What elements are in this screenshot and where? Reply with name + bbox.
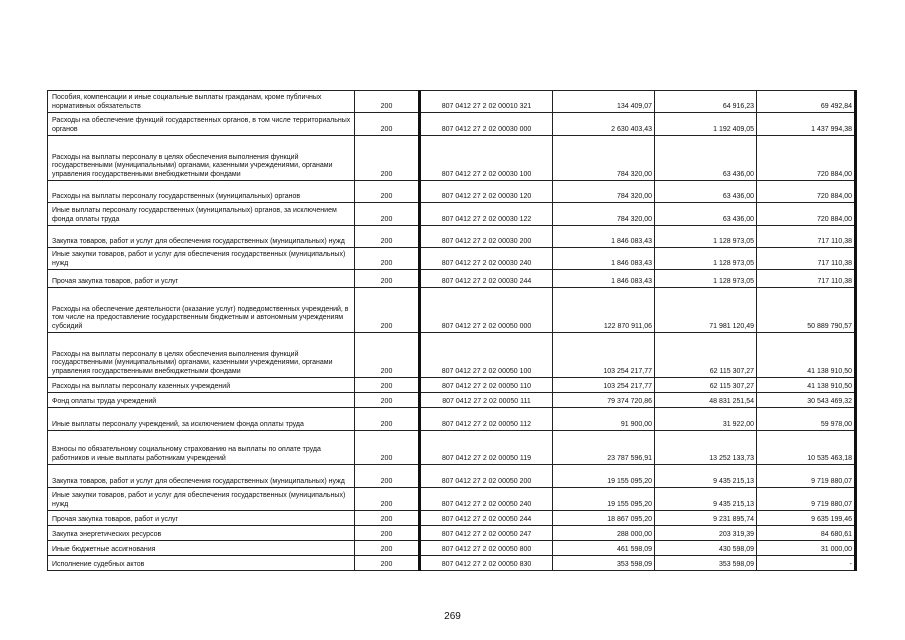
table-row xyxy=(48,541,856,556)
table-row xyxy=(48,203,856,226)
cell-approved: 353 598,09 xyxy=(553,556,655,571)
cell-unexecuted: 59 978,00 xyxy=(757,408,856,431)
cell-executed: 48 831 251,54 xyxy=(655,393,757,408)
cell-name: Иные закупки товаров, работ и услуг для обеспечения государственных (муниципальных) нужд xyxy=(48,248,355,270)
table-row xyxy=(48,91,856,113)
cell-approved: 2 630 403,43 xyxy=(553,113,655,136)
cell-unexecuted: 717 110,38 xyxy=(757,226,856,248)
cell-name: Фонд оплаты труда учреждений xyxy=(48,393,355,408)
cell-unexecuted: 717 110,38 xyxy=(757,248,856,270)
cell-admin-code: 200 xyxy=(355,431,420,465)
cell-budget-code: 807 0412 27 2 02 00050 247 xyxy=(420,526,553,541)
cell-budget-code: 807 0412 27 2 02 00050 100 xyxy=(420,333,553,378)
cell-budget-code: 807 0412 27 2 02 00050 240 xyxy=(420,488,553,511)
cell-name: Закупка товаров, работ и услуг для обеспечения государственных (муниципальных) нужд xyxy=(48,226,355,248)
cell-executed: 62 115 307,27 xyxy=(655,333,757,378)
cell-name: Закупка товаров, работ и услуг для обеспечения государственных (муниципальных) нужд xyxy=(48,465,355,488)
cell-name: Расходы на выплаты персоналу казенных учреждений xyxy=(48,378,355,393)
cell-approved: 19 155 095,20 xyxy=(553,465,655,488)
cell-executed: 62 115 307,27 xyxy=(655,378,757,393)
cell-budget-code: 807 0412 27 2 02 00030 244 xyxy=(420,270,553,288)
cell-admin-code: 200 xyxy=(355,556,420,571)
cell-admin-code: 200 xyxy=(355,288,420,333)
table-row xyxy=(48,511,856,526)
table-row xyxy=(48,226,856,248)
cell-name: Взносы по обязательному социальному страхованию на выплаты по оплате труда работников и иные выплаты работникам учреждений xyxy=(48,431,355,465)
table-row xyxy=(48,270,856,288)
cell-approved: 103 254 217,77 xyxy=(553,333,655,378)
cell-executed: 430 598,09 xyxy=(655,541,757,556)
cell-budget-code: 807 0412 27 2 02 00030 000 xyxy=(420,113,553,136)
cell-budget-code: 807 0412 27 2 02 00030 200 xyxy=(420,226,553,248)
cell-executed: 1 128 973,05 xyxy=(655,226,757,248)
cell-unexecuted: 41 138 910,50 xyxy=(757,378,856,393)
table-row xyxy=(48,288,856,333)
table-row xyxy=(48,393,856,408)
cell-admin-code: 200 xyxy=(355,248,420,270)
cell-budget-code: 807 0412 27 2 02 00050 111 xyxy=(420,393,553,408)
cell-executed: 9 435 215,13 xyxy=(655,465,757,488)
cell-approved: 784 320,00 xyxy=(553,203,655,226)
cell-name: Расходы на обеспечение деятельности (оказание услуг) подведомственных учреждений, в том числе на предоставление государственным бюджетным и автономным учреждениям субсидий xyxy=(48,288,355,333)
cell-name: Расходы на выплаты персоналу государственных (муниципальных) органов xyxy=(48,181,355,203)
cell-unexecuted: 50 889 790,57 xyxy=(757,288,856,333)
cell-budget-code: 807 0412 27 2 02 00050 000 xyxy=(420,288,553,333)
cell-approved: 23 787 596,91 xyxy=(553,431,655,465)
cell-unexecuted: 41 138 910,50 xyxy=(757,333,856,378)
cell-admin-code: 200 xyxy=(355,136,420,181)
cell-budget-code: 807 0412 27 2 02 00030 120 xyxy=(420,181,553,203)
cell-approved: 122 870 911,06 xyxy=(553,288,655,333)
cell-executed: 9 435 215,13 xyxy=(655,488,757,511)
cell-unexecuted: 69 492,84 xyxy=(757,91,856,113)
cell-budget-code: 807 0412 27 2 02 00030 240 xyxy=(420,248,553,270)
cell-approved: 91 900,00 xyxy=(553,408,655,431)
cell-name: Закупка энергетических ресурсов xyxy=(48,526,355,541)
table-row xyxy=(48,136,856,181)
cell-admin-code: 200 xyxy=(355,541,420,556)
cell-approved: 461 598,09 xyxy=(553,541,655,556)
cell-unexecuted: 31 000,00 xyxy=(757,541,856,556)
cell-budget-code: 807 0412 27 2 02 00030 100 xyxy=(420,136,553,181)
cell-executed: 1 128 973,05 xyxy=(655,248,757,270)
cell-budget-code: 807 0412 27 2 02 00050 110 xyxy=(420,378,553,393)
cell-name: Иные закупки товаров, работ и услуг для обеспечения государственных (муниципальных) нужд xyxy=(48,488,355,511)
page-number: 269 xyxy=(444,611,461,622)
cell-admin-code: 200 xyxy=(355,203,420,226)
cell-budget-code: 807 0412 27 2 02 00050 830 xyxy=(420,556,553,571)
cell-approved: 784 320,00 xyxy=(553,136,655,181)
table-row xyxy=(48,556,856,571)
cell-unexecuted: 720 884,00 xyxy=(757,203,856,226)
table-row xyxy=(48,181,856,203)
cell-executed: 63 436,00 xyxy=(655,203,757,226)
cell-unexecuted: 717 110,38 xyxy=(757,270,856,288)
table-row xyxy=(48,378,856,393)
cell-executed: 31 922,00 xyxy=(655,408,757,431)
cell-approved: 1 846 083,43 xyxy=(553,270,655,288)
cell-executed: 1 128 973,05 xyxy=(655,270,757,288)
cell-name: Расходы на выплаты персоналу в целях обеспечения выполнения функций государственными (муниципальными) органами, казенными учреждениями, органами управления государственными внебюджетными фондами xyxy=(48,333,355,378)
table-row xyxy=(48,526,856,541)
cell-unexecuted: 84 680,61 xyxy=(757,526,856,541)
cell-admin-code: 200 xyxy=(355,511,420,526)
table-body xyxy=(48,91,856,571)
cell-executed: 1 192 409,05 xyxy=(655,113,757,136)
cell-approved: 1 846 083,43 xyxy=(553,248,655,270)
cell-unexecuted: 10 535 463,18 xyxy=(757,431,856,465)
cell-admin-code: 200 xyxy=(355,226,420,248)
cell-approved: 288 000,00 xyxy=(553,526,655,541)
cell-admin-code: 200 xyxy=(355,378,420,393)
table-row xyxy=(48,333,856,378)
cell-name: Исполнение судебных актов xyxy=(48,556,355,571)
cell-approved: 103 254 217,77 xyxy=(553,378,655,393)
cell-budget-code: 807 0412 27 2 02 00050 119 xyxy=(420,431,553,465)
cell-admin-code: 200 xyxy=(355,91,420,113)
cell-approved: 784 320,00 xyxy=(553,181,655,203)
cell-name: Прочая закупка товаров, работ и услуг xyxy=(48,270,355,288)
cell-name: Расходы на обеспечение функций государственных органов, в том числе территориальных органов xyxy=(48,113,355,136)
cell-admin-code: 200 xyxy=(355,333,420,378)
cell-unexecuted: 720 884,00 xyxy=(757,136,856,181)
cell-budget-code: 807 0412 27 2 02 00030 122 xyxy=(420,203,553,226)
cell-approved: 19 155 095,20 xyxy=(553,488,655,511)
table-row xyxy=(48,113,856,136)
cell-unexecuted: 30 543 469,32 xyxy=(757,393,856,408)
cell-executed: 9 231 895,74 xyxy=(655,511,757,526)
table-row xyxy=(48,408,856,431)
cell-name: Прочая закупка товаров, работ и услуг xyxy=(48,511,355,526)
cell-admin-code: 200 xyxy=(355,465,420,488)
budget-table xyxy=(47,90,857,571)
cell-budget-code: 807 0412 27 2 02 00050 112 xyxy=(420,408,553,431)
cell-name: Расходы на выплаты персоналу в целях обеспечения выполнения функций государственными (муниципальными) органами, казенными учреждениями, органами управления государственными внебюджетными фондами xyxy=(48,136,355,181)
cell-executed: 353 598,09 xyxy=(655,556,757,571)
cell-name: Пособия, компенсации и иные социальные выплаты гражданам, кроме публичных нормативных обязательств xyxy=(48,91,355,113)
cell-budget-code: 807 0412 27 2 02 00050 200 xyxy=(420,465,553,488)
cell-approved: 18 867 095,20 xyxy=(553,511,655,526)
cell-executed: 63 436,00 xyxy=(655,181,757,203)
cell-budget-code: 807 0412 27 2 02 00050 244 xyxy=(420,511,553,526)
cell-admin-code: 200 xyxy=(355,393,420,408)
cell-name: Иные выплаты персоналу учреждений, за исключением фонда оплаты труда xyxy=(48,408,355,431)
table-row xyxy=(48,488,856,511)
cell-approved: 1 846 083,43 xyxy=(553,226,655,248)
cell-admin-code: 200 xyxy=(355,408,420,431)
cell-budget-code: 807 0412 27 2 02 00010 321 xyxy=(420,91,553,113)
cell-unexecuted: 9 719 880,07 xyxy=(757,465,856,488)
cell-approved: 134 409,07 xyxy=(553,91,655,113)
cell-unexecuted: 9 719 880,07 xyxy=(757,488,856,511)
table-row xyxy=(48,465,856,488)
cell-name: Иные выплаты персоналу государственных (муниципальных) органов, за исключением фонда оплаты труда xyxy=(48,203,355,226)
cell-unexecuted: 720 884,00 xyxy=(757,181,856,203)
cell-executed: 71 981 120,49 xyxy=(655,288,757,333)
cell-executed: 63 436,00 xyxy=(655,136,757,181)
cell-executed: 203 319,39 xyxy=(655,526,757,541)
cell-admin-code: 200 xyxy=(355,526,420,541)
cell-admin-code: 200 xyxy=(355,113,420,136)
cell-admin-code: 200 xyxy=(355,270,420,288)
cell-admin-code: 200 xyxy=(355,488,420,511)
cell-name: Иные бюджетные ассигнования xyxy=(48,541,355,556)
cell-executed: 64 916,23 xyxy=(655,91,757,113)
cell-executed: 13 252 133,73 xyxy=(655,431,757,465)
table-row xyxy=(48,248,856,270)
table-row xyxy=(48,431,856,465)
cell-budget-code: 807 0412 27 2 02 00050 800 xyxy=(420,541,553,556)
cell-unexecuted: 9 635 199,46 xyxy=(757,511,856,526)
cell-unexecuted: 1 437 994,38 xyxy=(757,113,856,136)
cell-unexecuted: - xyxy=(757,556,856,571)
cell-admin-code: 200 xyxy=(355,181,420,203)
cell-approved: 79 374 720,86 xyxy=(553,393,655,408)
